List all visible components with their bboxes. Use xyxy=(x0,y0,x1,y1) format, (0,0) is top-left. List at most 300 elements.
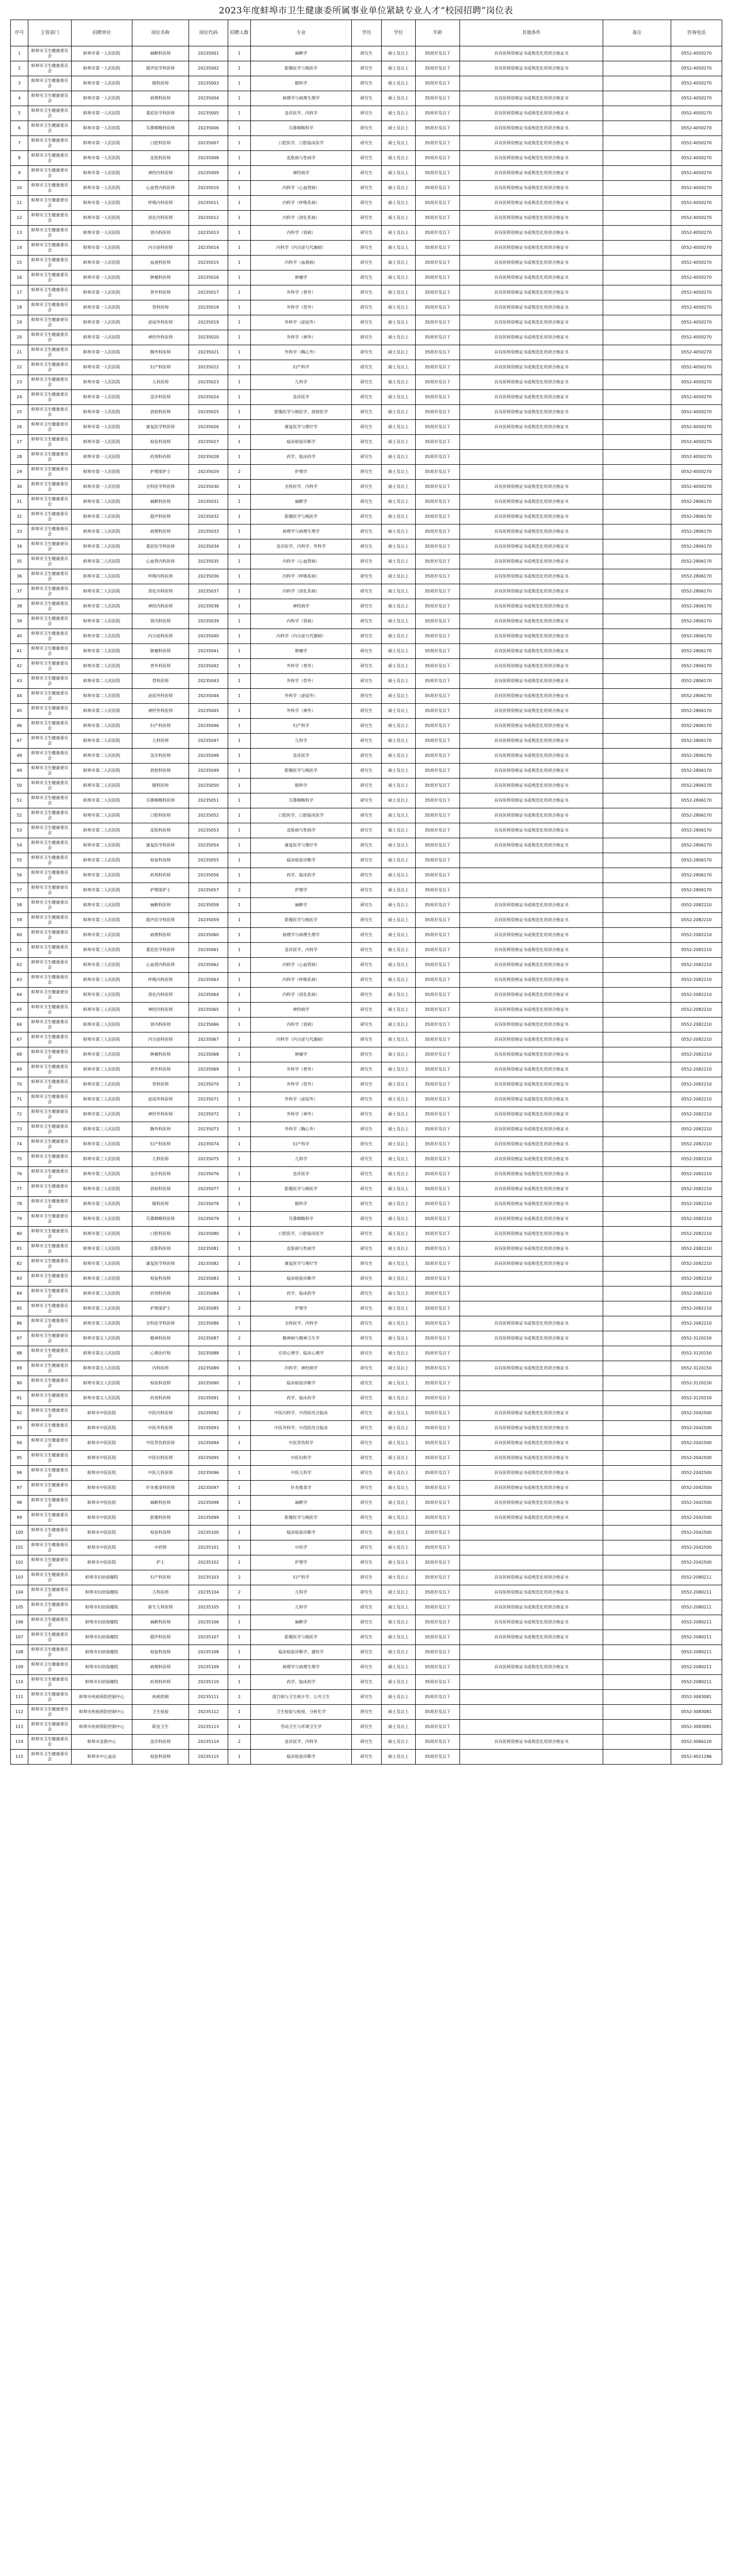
headcount-cell: 1 xyxy=(228,1376,251,1391)
headcount-cell: 2 xyxy=(228,1570,251,1585)
headcount-cell: 1 xyxy=(228,1705,251,1720)
phone-cell: 0552-3120150 xyxy=(671,1391,722,1406)
remarks-cell xyxy=(603,360,671,375)
phone-cell: 0552-2042500 xyxy=(671,1421,722,1436)
employer-cell: 蚌埠市中医医院 xyxy=(72,1481,132,1496)
position-code-cell: 20235039 xyxy=(189,614,228,629)
age-cell: 35周岁及以下 xyxy=(416,1018,460,1032)
degree-cell: 硕士及以上 xyxy=(382,913,416,928)
headcount-cell: 1 xyxy=(228,614,251,629)
table-row xyxy=(11,1526,722,1540)
remarks-cell xyxy=(603,719,671,734)
department-cell: 蚌埠市卫生健康委员会 xyxy=(28,734,72,749)
table-row xyxy=(11,390,722,405)
headcount-cell: 1 xyxy=(228,1720,251,1735)
employer-cell: 蚌埠市第三人民医院 xyxy=(72,1197,132,1212)
table-row xyxy=(11,1062,722,1077)
table-row xyxy=(11,764,722,778)
position-cell: 急诊科医师 xyxy=(132,749,189,764)
phone-cell: 0552-4050270 xyxy=(671,345,722,360)
department-cell: 蚌埠市卫生健康委员会 xyxy=(28,76,72,91)
requirements-cell: 具有医师资格证书或规范化培训合格证书 xyxy=(460,958,603,973)
remarks-cell xyxy=(603,764,671,778)
age-cell: 35周岁及以下 xyxy=(416,1690,460,1705)
requirements-cell: 具有医师资格证书或规范化培训合格证书 xyxy=(460,285,603,300)
column-header: 岗位名称 xyxy=(132,20,189,46)
major-cell: 儿科学 xyxy=(251,1585,352,1600)
employer-cell: 蚌埠市中医医院 xyxy=(72,1511,132,1526)
age-cell: 35周岁及以下 xyxy=(416,1615,460,1630)
degree-cell: 硕士及以上 xyxy=(382,1122,416,1137)
position-cell: 中医儿科医师 xyxy=(132,1466,189,1481)
table-row xyxy=(11,1167,722,1182)
serial-number-cell: 42 xyxy=(11,659,28,674)
major-cell: 儿科学 xyxy=(251,1600,352,1615)
education-cell: 研究生 xyxy=(352,1272,382,1286)
requirements-cell xyxy=(460,1690,603,1705)
table-row xyxy=(11,91,722,106)
degree-cell: 硕士及以上 xyxy=(382,719,416,734)
age-cell: 35周岁及以下 xyxy=(416,1092,460,1107)
phone-cell: 0552-2806170 xyxy=(671,644,722,659)
age-cell: 35周岁及以下 xyxy=(416,629,460,644)
education-cell: 研究生 xyxy=(352,1675,382,1690)
department-cell: 蚌埠市卫生健康委员会 xyxy=(28,390,72,405)
education-cell: 研究生 xyxy=(352,1018,382,1032)
remarks-cell xyxy=(603,1705,671,1720)
employer-cell: 蚌埠市第一人民医院 xyxy=(72,450,132,465)
degree-cell: 硕士及以上 xyxy=(382,46,416,61)
age-cell: 35周岁及以下 xyxy=(416,1436,460,1451)
requirements-cell xyxy=(460,76,603,91)
requirements-cell: 具有医师资格证书或规范化培训合格证书 xyxy=(460,719,603,734)
position-cell: 心血管内科医师 xyxy=(132,181,189,196)
position-code-cell: 20235030 xyxy=(189,480,228,495)
headcount-cell: 2 xyxy=(228,1301,251,1316)
department-cell: 蚌埠市卫生健康委员会 xyxy=(28,913,72,928)
age-cell: 35周岁及以下 xyxy=(416,1466,460,1481)
phone-cell: 0552-2806170 xyxy=(671,510,722,524)
employer-cell: 蚌埠市急救中心 xyxy=(72,1735,132,1750)
remarks-cell xyxy=(603,958,671,973)
position-code-cell: 20235101 xyxy=(189,1540,228,1555)
position-code-cell: 20235002 xyxy=(189,61,228,76)
degree-cell: 硕士及以上 xyxy=(382,1511,416,1526)
remarks-cell xyxy=(603,749,671,764)
requirements-cell xyxy=(460,1675,603,1690)
remarks-cell xyxy=(603,1675,671,1690)
serial-number-cell: 98 xyxy=(11,1496,28,1511)
headcount-cell: 1 xyxy=(228,973,251,988)
table-row xyxy=(11,659,722,674)
degree-cell: 硕士及以上 xyxy=(382,838,416,853)
requirements-cell: 具有医师资格证书或规范化培训合格证书 xyxy=(460,928,603,943)
headcount-cell: 1 xyxy=(228,121,251,136)
age-cell: 35周岁及以下 xyxy=(416,584,460,599)
remarks-cell xyxy=(603,1212,671,1227)
phone-cell: 0552-4050270 xyxy=(671,226,722,241)
table-row xyxy=(11,1227,722,1242)
remarks-cell xyxy=(603,1227,671,1242)
employer-cell: 蚌埠市中医医院 xyxy=(72,1406,132,1421)
employer-cell: 蚌埠市第三人民医院 xyxy=(72,1062,132,1077)
department-cell: 蚌埠市卫生健康委员会 xyxy=(28,1301,72,1316)
table-body xyxy=(11,46,722,1765)
age-cell: 35周岁及以下 xyxy=(416,1167,460,1182)
degree-cell: 硕士及以上 xyxy=(382,450,416,465)
headcount-cell: 1 xyxy=(228,226,251,241)
education-cell: 研究生 xyxy=(352,943,382,958)
position-cell: 检验科技师 xyxy=(132,1272,189,1286)
department-cell: 蚌埠市卫生健康委员会 xyxy=(28,524,72,539)
requirements-cell: 具有医师资格证书或规范化培训合格证书 xyxy=(460,1615,603,1630)
table-row xyxy=(11,1242,722,1257)
position-cell: 影像科医师 xyxy=(132,1511,189,1526)
major-cell: 内科学（肾病） xyxy=(251,226,352,241)
education-cell: 研究生 xyxy=(352,1600,382,1615)
remarks-cell xyxy=(603,1242,671,1257)
major-cell: 急诊医学 xyxy=(251,749,352,764)
employer-cell: 蚌埠市第三人民医院 xyxy=(72,1077,132,1092)
position-code-cell: 20235107 xyxy=(189,1630,228,1645)
department-cell: 蚌埠市卫生健康委员会 xyxy=(28,405,72,420)
remarks-cell xyxy=(603,1436,671,1451)
position-cell: 中医外科医师 xyxy=(132,1421,189,1436)
serial-number-cell: 95 xyxy=(11,1451,28,1466)
requirements-cell: 具有医师资格证书或规范化培训合格证书 xyxy=(460,943,603,958)
serial-number-cell: 18 xyxy=(11,300,28,315)
remarks-cell xyxy=(603,405,671,420)
employer-cell: 蚌埠市第二人民医院 xyxy=(72,778,132,793)
position-cell: 内分泌科医师 xyxy=(132,1032,189,1047)
major-cell: 中医内科学、中西医结合临床 xyxy=(251,1406,352,1421)
position-cell: 神经内科医师 xyxy=(132,1003,189,1018)
remarks-cell xyxy=(603,1481,671,1496)
age-cell: 35周岁及以下 xyxy=(416,1675,460,1690)
remarks-cell xyxy=(603,898,671,913)
requirements-cell: 具有医师资格证书或规范化培训合格证书 xyxy=(460,1212,603,1227)
headcount-cell: 1 xyxy=(228,1660,251,1675)
major-cell: 影像医学与核医学 xyxy=(251,510,352,524)
requirements-cell: 具有医师资格证书或规范化培训合格证书 xyxy=(460,569,603,584)
education-cell: 研究生 xyxy=(352,1570,382,1585)
degree-cell: 硕士及以上 xyxy=(382,1227,416,1242)
department-cell: 蚌埠市卫生健康委员会 xyxy=(28,1062,72,1077)
department-cell: 蚌埠市卫生健康委员会 xyxy=(28,898,72,913)
position-cell: 药剂科药师 xyxy=(132,1391,189,1406)
remarks-cell xyxy=(603,584,671,599)
remarks-cell xyxy=(603,1421,671,1436)
table-row xyxy=(11,614,722,629)
degree-cell: 硕士及以上 xyxy=(382,629,416,644)
education-cell: 研究生 xyxy=(352,853,382,868)
major-cell: 妇产科学 xyxy=(251,1137,352,1152)
age-cell: 35周岁及以下 xyxy=(416,823,460,838)
requirements-cell: 具有医师资格证书或规范化培训合格证书 xyxy=(460,360,603,375)
major-cell: 影像医学与核医学 xyxy=(251,61,352,76)
education-cell: 研究生 xyxy=(352,1391,382,1406)
column-header: 咨询电话 xyxy=(671,20,722,46)
table-row xyxy=(11,1466,722,1481)
department-cell: 蚌埠市卫生健康委员会 xyxy=(28,435,72,450)
remarks-cell xyxy=(603,315,671,330)
employer-cell: 蚌埠市第一人民医院 xyxy=(72,46,132,61)
requirements-cell: 具有医师资格证书或规范化培训合格证书 xyxy=(460,614,603,629)
major-cell: 外科学（神外） xyxy=(251,330,352,345)
serial-number-cell: 57 xyxy=(11,883,28,898)
remarks-cell xyxy=(603,270,671,285)
serial-number-cell: 74 xyxy=(11,1137,28,1152)
remarks-cell xyxy=(603,599,671,614)
serial-number-cell: 36 xyxy=(11,569,28,584)
headcount-cell: 1 xyxy=(228,1286,251,1301)
age-cell: 35周岁及以下 xyxy=(416,226,460,241)
position-cell: 消化内科医师 xyxy=(132,211,189,226)
education-cell: 研究生 xyxy=(352,91,382,106)
age-cell: 35周岁及以下 xyxy=(416,1496,460,1511)
requirements-cell: 具有医师资格证书或规范化培训合格证书 xyxy=(460,1077,603,1092)
table-row xyxy=(11,256,722,270)
serial-number-cell: 100 xyxy=(11,1526,28,1540)
requirements-cell: 具有医师资格证书或规范化培训合格证书 xyxy=(460,121,603,136)
phone-cell: 0552-4050270 xyxy=(671,375,722,390)
employer-cell: 蚌埠市第二人民医院 xyxy=(72,749,132,764)
major-cell: 外科学（普外） xyxy=(251,659,352,674)
table-row xyxy=(11,420,722,435)
major-cell: 卫生检验与检疫、分析化学 xyxy=(251,1705,352,1720)
phone-cell: 0552-3066120 xyxy=(671,1735,722,1750)
age-cell: 35周岁及以下 xyxy=(416,211,460,226)
employer-cell: 蚌埠市第三人民医院 xyxy=(72,1032,132,1047)
position-cell: 骨科医师 xyxy=(132,300,189,315)
age-cell: 35周岁及以下 xyxy=(416,1077,460,1092)
age-cell: 35周岁及以下 xyxy=(416,315,460,330)
serial-number-cell: 72 xyxy=(11,1107,28,1122)
headcount-cell: 1 xyxy=(228,1540,251,1555)
major-cell: 护理学 xyxy=(251,465,352,480)
education-cell: 研究生 xyxy=(352,1167,382,1182)
department-cell: 蚌埠市卫生健康委员会 xyxy=(28,1018,72,1032)
phone-cell: 0552-4050270 xyxy=(671,420,722,435)
headcount-cell: 2 xyxy=(228,1406,251,1421)
phone-cell: 0552-2082210 xyxy=(671,1062,722,1077)
requirements-cell: 具有医师资格证书或规范化培训合格证书 xyxy=(460,1316,603,1331)
requirements-cell: 具有医师资格证书或规范化培训合格证书 xyxy=(460,166,603,181)
employer-cell: 蚌埠市第三人民医院 xyxy=(72,973,132,988)
requirements-cell: 具有医师资格证书或规范化培训合格证书 xyxy=(460,808,603,823)
major-cell: 外科学（骨外） xyxy=(251,674,352,689)
major-cell: 妇产科学 xyxy=(251,719,352,734)
serial-number-cell: 63 xyxy=(11,973,28,988)
education-cell: 研究生 xyxy=(352,539,382,554)
position-cell: 胸外科医师 xyxy=(132,1122,189,1137)
position-cell: 中医妇科医师 xyxy=(132,1451,189,1466)
remarks-cell xyxy=(603,1555,671,1570)
education-cell: 研究生 xyxy=(352,973,382,988)
department-cell: 蚌埠市卫生健康委员会 xyxy=(28,823,72,838)
major-cell: 护理学 xyxy=(251,1301,352,1316)
phone-cell: 0552-2080211 xyxy=(671,1675,722,1690)
table-row xyxy=(11,1451,722,1466)
department-cell: 蚌埠市卫生健康委员会 xyxy=(28,1257,72,1272)
position-cell: 麻醉科医师 xyxy=(132,495,189,510)
requirements-cell: 具有医师资格证书或规范化培训合格证书 xyxy=(460,241,603,256)
serial-number-cell: 46 xyxy=(11,719,28,734)
remarks-cell xyxy=(603,1511,671,1526)
position-code-cell: 20235018 xyxy=(189,300,228,315)
position-cell: 儿科医师 xyxy=(132,1152,189,1167)
remarks-cell xyxy=(603,420,671,435)
major-cell: 精神病与精神卫生学 xyxy=(251,1331,352,1346)
major-cell: 病理学与病理生理学 xyxy=(251,91,352,106)
column-header: 序号 xyxy=(11,20,28,46)
position-code-cell: 20235053 xyxy=(189,823,228,838)
position-code-cell: 20235005 xyxy=(189,106,228,121)
remarks-cell xyxy=(603,241,671,256)
major-cell: 药学、临床药学 xyxy=(251,1391,352,1406)
document-title: 2023年度蚌埠市卫生健康委所属事业单位紧缺专业人才“校园招聘”岗位表 xyxy=(218,6,514,16)
department-cell: 蚌埠市卫生健康委员会 xyxy=(28,883,72,898)
phone-cell: 0552-2806170 xyxy=(671,793,722,808)
major-cell: 临床检验诊断学 xyxy=(251,435,352,450)
education-cell: 研究生 xyxy=(352,793,382,808)
employer-cell: 蚌埠市第三人民医院 xyxy=(72,1152,132,1167)
phone-cell: 0552-4050270 xyxy=(671,435,722,450)
education-cell: 研究生 xyxy=(352,1511,382,1526)
headcount-cell: 1 xyxy=(228,1242,251,1257)
requirements-cell: 具有医师资格证书或规范化培训合格证书 xyxy=(460,1018,603,1032)
employer-cell: 蚌埠市第一人民医院 xyxy=(72,166,132,181)
position-cell: 康复医学科医师 xyxy=(132,1257,189,1272)
department-cell: 蚌埠市卫生健康委员会 xyxy=(28,1660,72,1675)
degree-cell: 硕士及以上 xyxy=(382,898,416,913)
remarks-cell xyxy=(603,1735,671,1750)
column-header: 专业 xyxy=(251,20,352,46)
age-cell: 35周岁及以下 xyxy=(416,1272,460,1286)
phone-cell: 0552-3083081 xyxy=(671,1705,722,1720)
headcount-cell: 1 xyxy=(228,838,251,853)
education-cell: 研究生 xyxy=(352,1496,382,1511)
age-cell: 35周岁及以下 xyxy=(416,405,460,420)
department-cell: 蚌埠市卫生健康委员会 xyxy=(28,1720,72,1735)
major-cell: 眼科学 xyxy=(251,778,352,793)
department-cell: 蚌埠市卫生健康委员会 xyxy=(28,450,72,465)
phone-cell: 0552-2806170 xyxy=(671,734,722,749)
age-cell: 35周岁及以下 xyxy=(416,808,460,823)
phone-cell: 0552-2082210 xyxy=(671,1018,722,1032)
position-code-cell: 20235113 xyxy=(189,1720,228,1735)
position-code-cell: 20235040 xyxy=(189,629,228,644)
remarks-cell xyxy=(603,211,671,226)
position-cell: 肾内科医师 xyxy=(132,226,189,241)
phone-cell: 0552-2082210 xyxy=(671,1122,722,1137)
position-code-cell: 20235067 xyxy=(189,1032,228,1047)
employer-cell: 蚌埠市第一人民医院 xyxy=(72,405,132,420)
table-row xyxy=(11,808,722,823)
degree-cell: 硕士及以上 xyxy=(382,1555,416,1570)
requirements-cell: 具有医师资格证书或规范化培训合格证书 xyxy=(460,390,603,405)
requirements-cell: 具有医师资格证书或规范化培训合格证书 xyxy=(460,524,603,539)
table-row xyxy=(11,823,722,838)
serial-number-cell: 47 xyxy=(11,734,28,749)
table-row xyxy=(11,1257,722,1272)
remarks-cell xyxy=(603,793,671,808)
headcount-cell: 1 xyxy=(228,166,251,181)
degree-cell: 硕士及以上 xyxy=(382,644,416,659)
table-header-row xyxy=(11,20,722,46)
employer-cell: 蚌埠市第一人民医院 xyxy=(72,270,132,285)
age-cell: 35周岁及以下 xyxy=(416,764,460,778)
remarks-cell xyxy=(603,345,671,360)
degree-cell: 硕士及以上 xyxy=(382,1675,416,1690)
remarks-cell xyxy=(603,1286,671,1301)
education-cell: 研究生 xyxy=(352,569,382,584)
headcount-cell: 1 xyxy=(228,1212,251,1227)
employer-cell: 蚌埠市第二人民医院 xyxy=(72,569,132,584)
age-cell: 35周岁及以下 xyxy=(416,330,460,345)
major-cell: 影像医学与核医学 xyxy=(251,1630,352,1645)
table-row xyxy=(11,1346,722,1361)
table-row xyxy=(11,1750,722,1765)
department-cell: 蚌埠市卫生健康委员会 xyxy=(28,1107,72,1122)
headcount-cell: 1 xyxy=(228,599,251,614)
degree-cell: 硕士及以上 xyxy=(382,1615,416,1630)
employer-cell: 蚌埠市第二人民医院 xyxy=(72,614,132,629)
requirements-cell: 具有医师资格证书或规范化培训合格证书 xyxy=(460,1466,603,1481)
serial-number-cell: 64 xyxy=(11,988,28,1003)
education-cell: 研究生 xyxy=(352,256,382,270)
requirements-cell: 具有医师资格证书或规范化培训合格证书 xyxy=(460,1406,603,1421)
remarks-cell xyxy=(603,510,671,524)
degree-cell: 硕士及以上 xyxy=(382,435,416,450)
phone-cell: 0552-4050270 xyxy=(671,46,722,61)
phone-cell: 0552-2082210 xyxy=(671,1316,722,1331)
position-code-cell: 20235106 xyxy=(189,1615,228,1630)
major-cell: 内科学（肾病） xyxy=(251,614,352,629)
age-cell: 35周岁及以下 xyxy=(416,1660,460,1675)
degree-cell: 硕士及以上 xyxy=(382,420,416,435)
department-cell: 蚌埠市卫生健康委员会 xyxy=(28,196,72,211)
remarks-cell xyxy=(603,256,671,270)
degree-cell: 硕士及以上 xyxy=(382,1167,416,1182)
degree-cell: 硕士及以上 xyxy=(382,539,416,554)
phone-cell: 0552-2042500 xyxy=(671,1555,722,1570)
department-cell: 蚌埠市卫生健康委员会 xyxy=(28,151,72,166)
age-cell: 35周岁及以下 xyxy=(416,1212,460,1227)
employer-cell: 蚌埠市第五人民医院 xyxy=(72,1361,132,1376)
serial-number-cell: 86 xyxy=(11,1316,28,1331)
table-row xyxy=(11,1630,722,1645)
headcount-cell: 1 xyxy=(228,405,251,420)
age-cell: 35周岁及以下 xyxy=(416,1047,460,1062)
requirements-cell: 具有医师资格证书或规范化培训合格证书 xyxy=(460,1331,603,1346)
serial-number-cell: 56 xyxy=(11,868,28,883)
degree-cell: 硕士及以上 xyxy=(382,599,416,614)
department-cell: 蚌埠市卫生健康委员会 xyxy=(28,61,72,76)
column-header: 招聘人数 xyxy=(228,20,251,46)
headcount-cell: 1 xyxy=(228,1167,251,1182)
remarks-cell xyxy=(603,1137,671,1152)
major-cell: 外科学（神外） xyxy=(251,704,352,719)
age-cell: 35周岁及以下 xyxy=(416,659,460,674)
degree-cell: 硕士及以上 xyxy=(382,1376,416,1391)
remarks-cell xyxy=(603,285,671,300)
employer-cell: 蚌埠市妇幼保健院 xyxy=(72,1645,132,1660)
degree-cell: 硕士及以上 xyxy=(382,1003,416,1018)
major-cell: 外科学（骨外） xyxy=(251,1077,352,1092)
position-cell: 护理部护士 xyxy=(132,465,189,480)
age-cell: 35周岁及以下 xyxy=(416,943,460,958)
